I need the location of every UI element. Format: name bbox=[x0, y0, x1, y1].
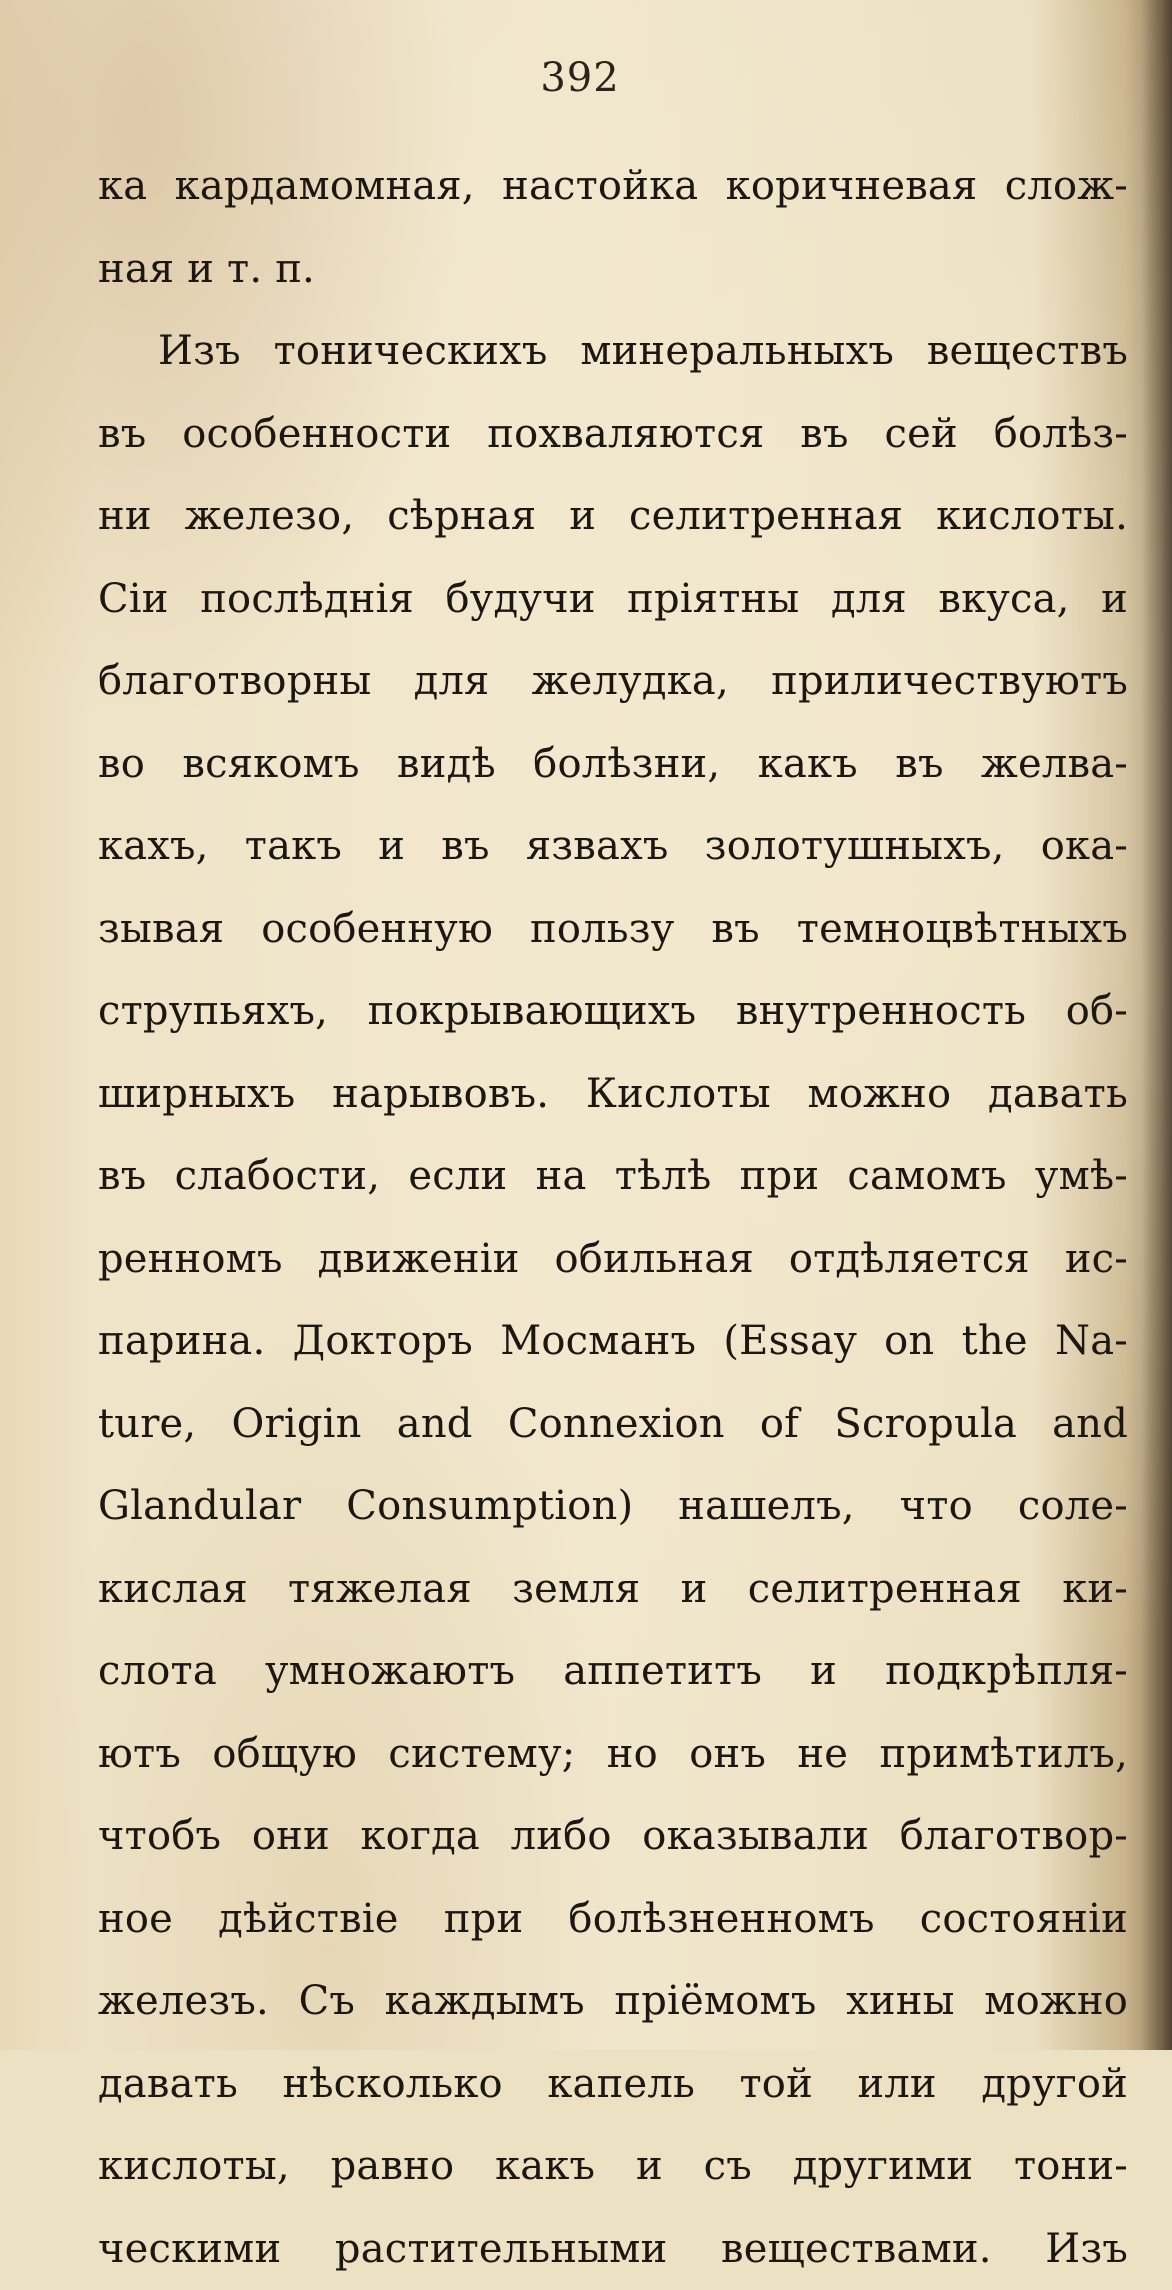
text-line: ка кардамомная, настойка коричневая слож- bbox=[98, 145, 1128, 228]
text-line: Glandular Consumption) нашелъ, что соле- bbox=[98, 1465, 1128, 1548]
text-line: парина. Докторъ Мосманъ (Essay on the Na- bbox=[98, 1300, 1128, 1383]
page-edge-shadow bbox=[1142, 0, 1172, 2050]
text-line: давать нѣсколько капель той или другой bbox=[98, 2043, 1128, 2126]
paragraph-first-line: Изъ тоническихъ минеральныхъ веществъ bbox=[98, 310, 1128, 393]
page-number: 392 bbox=[500, 55, 660, 101]
text-line: слота умножаютъ аппетитъ и подкрѣпля- bbox=[98, 1630, 1128, 1713]
text-line: въ особенности похваляются въ сей болѣз- bbox=[98, 393, 1128, 476]
text-line: струпьяхъ, покрывающихъ внутренность об- bbox=[98, 970, 1128, 1053]
body-text bbox=[98, 145, 1128, 2290]
text-line: железъ. Съ каждымъ пріёмомъ хины можно bbox=[98, 1960, 1128, 2043]
text-line: ческими растительными веществами. Изъ bbox=[98, 2208, 1128, 2290]
text-line: ютъ общую систему; но онъ не примѣтилъ, bbox=[98, 1713, 1128, 1796]
text-line: ни железо, сѣрная и селитренная кислоты. bbox=[98, 475, 1128, 558]
text-line: во всякомъ видѣ болѣзни, какъ въ желва- bbox=[98, 723, 1128, 806]
text-line: кислоты, равно какъ и съ другими тони- bbox=[98, 2125, 1128, 2208]
text-line: въ слабости, если на тѣлѣ при самомъ умѣ- bbox=[98, 1135, 1128, 1218]
text-line: зывая особенную пользу въ темноцвѣтныхъ bbox=[98, 888, 1128, 971]
text-line: ное дѣйствіе при болѣзненномъ состояніи bbox=[98, 1878, 1128, 1961]
text-line: благотворны для желудка, приличествуютъ bbox=[98, 640, 1128, 723]
text-line: Сіи послѣднія будучи пріятны для вкуса, и bbox=[98, 558, 1128, 641]
text-line: кахъ, такъ и въ язвахъ золотушныхъ, ока- bbox=[98, 805, 1128, 888]
text-line: ширныхъ нарывовъ. Кислоты можно давать bbox=[98, 1053, 1128, 1136]
text-line: ная и т. п. bbox=[98, 228, 1128, 311]
text-line: ренномъ движеніи обильная отдѣляется ис- bbox=[98, 1218, 1128, 1301]
text-line: ture, Origin and Connexion of Scropula and bbox=[98, 1383, 1128, 1466]
text-line: кислая тяжелая земля и селитренная ки- bbox=[98, 1548, 1128, 1631]
text-line: чтобъ они когда либо оказывали благотвор- bbox=[98, 1795, 1128, 1878]
